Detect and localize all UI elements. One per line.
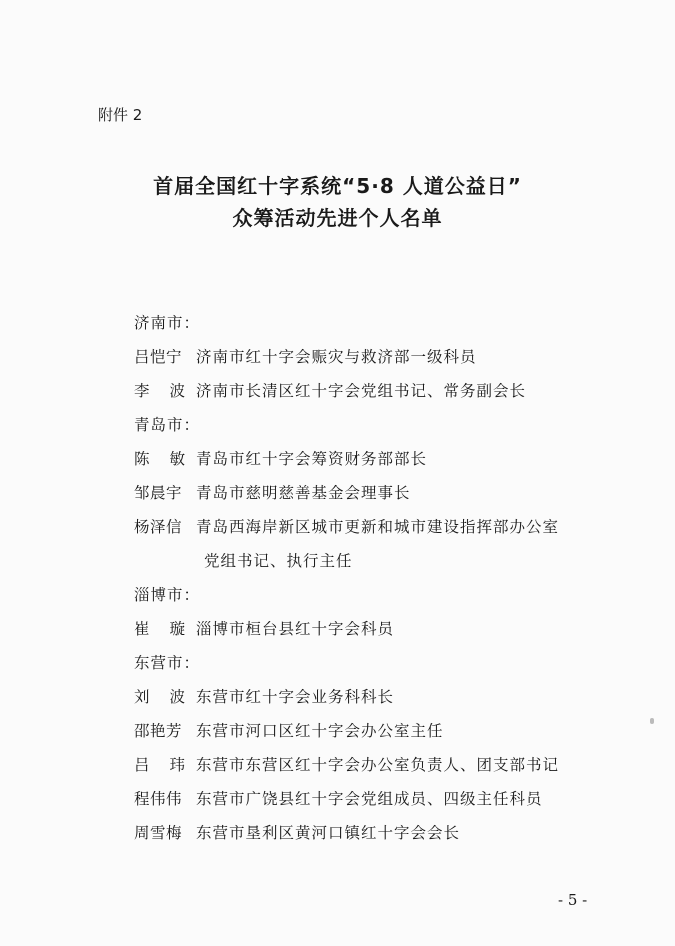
list-item bbox=[134, 374, 614, 408]
person-name: 刘波 bbox=[134, 688, 206, 706]
person-name: 吕玮 bbox=[134, 756, 206, 774]
list-item bbox=[134, 510, 614, 544]
person-title: 青岛市红十字会筹资财务部部长 bbox=[196, 450, 428, 468]
city-heading-dongying: 东营市： bbox=[134, 654, 201, 672]
person-title: 东营市垦利区黄河口镇红十字会会长 bbox=[196, 824, 461, 842]
list-item bbox=[134, 340, 614, 374]
list-item bbox=[134, 782, 614, 816]
person-title: 青岛西海岸新区城市更新和城市建设指挥部办公室 bbox=[196, 518, 560, 536]
person-title-continued: 党组书记、执行主任 bbox=[204, 552, 353, 570]
city-heading-zibo: 淄博市： bbox=[134, 586, 201, 604]
city-heading-qingdao: 青岛市： bbox=[134, 416, 201, 434]
person-name: 吕恺宁 bbox=[134, 348, 183, 366]
page-number: - 5 - bbox=[558, 891, 588, 909]
scan-speck bbox=[650, 718, 654, 724]
person-name: 程伟伟 bbox=[134, 790, 183, 808]
list-item bbox=[134, 748, 614, 782]
attachment-label: 附件 2 bbox=[98, 106, 143, 124]
person-title: 淄博市桓台县红十字会科员 bbox=[196, 620, 395, 638]
document-title-line-1: 首届全国红十字系统“5·8 人道公益日” bbox=[153, 174, 522, 198]
document-title-line-2: 众筹活动先进个人名单 bbox=[232, 206, 443, 230]
person-title: 东营市东营区红十字会办公室负责人、团支部书记 bbox=[196, 756, 560, 774]
list-item-continuation bbox=[134, 544, 614, 578]
person-name: 邹晨宇 bbox=[134, 484, 183, 502]
list-item bbox=[134, 714, 614, 748]
person-name: 崔璇 bbox=[134, 620, 206, 638]
person-title: 济南市长清区红十字会党组书记、常务副会长 bbox=[196, 382, 527, 400]
person-title: 东营市广饶县红十字会党组成员、四级主任科员 bbox=[196, 790, 543, 808]
person-title: 东营市河口区红十字会办公室主任 bbox=[196, 722, 444, 740]
name-list bbox=[134, 306, 614, 850]
person-name: 邵艳芳 bbox=[134, 722, 183, 740]
person-name: 陈敏 bbox=[134, 450, 206, 468]
city-heading-jinan: 济南市： bbox=[134, 314, 201, 332]
person-name: 周雪梅 bbox=[134, 824, 183, 842]
person-title: 青岛市慈明慈善基金会理事长 bbox=[196, 484, 411, 502]
person-name: 李波 bbox=[134, 382, 206, 400]
list-item bbox=[134, 816, 614, 850]
list-item bbox=[134, 680, 614, 714]
list-item bbox=[134, 476, 614, 510]
person-name: 杨泽信 bbox=[134, 518, 183, 536]
list-item bbox=[134, 612, 614, 646]
person-title: 东营市红十字会业务科科长 bbox=[196, 688, 395, 706]
person-title: 济南市红十字会赈灾与救济部一级科员 bbox=[196, 348, 477, 366]
list-item bbox=[134, 442, 614, 476]
